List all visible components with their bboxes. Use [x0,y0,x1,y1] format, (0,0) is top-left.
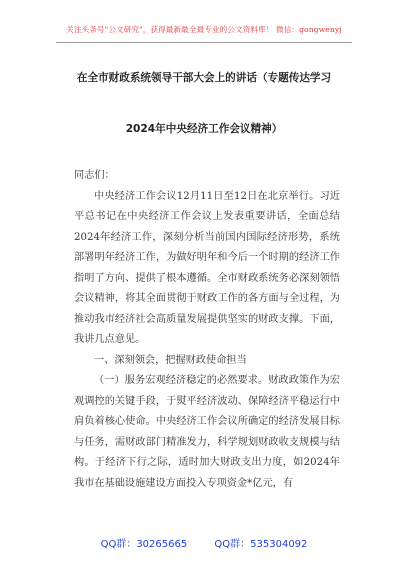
document-body [74,166,340,494]
salutation: 同志们： [74,170,115,181]
header-banner: 关注头条号"公文研究"，获得最新最全最专业的公文资料库！ 微信：gongwenyj [66,25,342,34]
footer-qq-group-1: QQ群：30265665 [100,539,188,550]
document-title-line-2: 2024年中央经济工作会议精神） [125,123,283,135]
header-divider [56,42,352,43]
footer-qq-group-2: QQ群：535304092 [214,539,308,550]
document-title-line-1: 在全市财政系统领导干部大会上的讲话（专题传达学习 [76,72,332,84]
footer-contact [0,535,408,550]
intro-paragraph: 中央经济工作会议12月11日至12日在北京举行。习近平总书记在中央经济工作会议上发表重要讲话，全面总结2024年经济工作，深刻分析当前国内国际经济形势，系统部署明年经济工作，为做好明年和今后一个时期的经济工作指明了方向、提供了根本遵循。全市财政系统务必深刻领悟会议精神，将其全面贯彻于财政工作的各方面与全过程，为推动我市经济社会高质量发展提供坚实的财政支撑。下面，我讲几点意见。 [74,190,340,345]
section-heading-1: 一、深刻领会，把握财政使命担当 [94,354,247,366]
subsection-paragraph-1: （一）服务宏观经济稳定的必然要求。财政政策作为宏观调控的关键手段，于熨平经济波动、保障经济平稳运行中肩负着核心使命。中央经济工作会议所确定的经济发展目标与任务，需财政部门精准发力，科学规划财政收支规模与结构。于经济下行之际，适时加大财政支出力度，如2024年我市在基础设施建设方面投入专项资金*亿元，有 [74,375,340,489]
